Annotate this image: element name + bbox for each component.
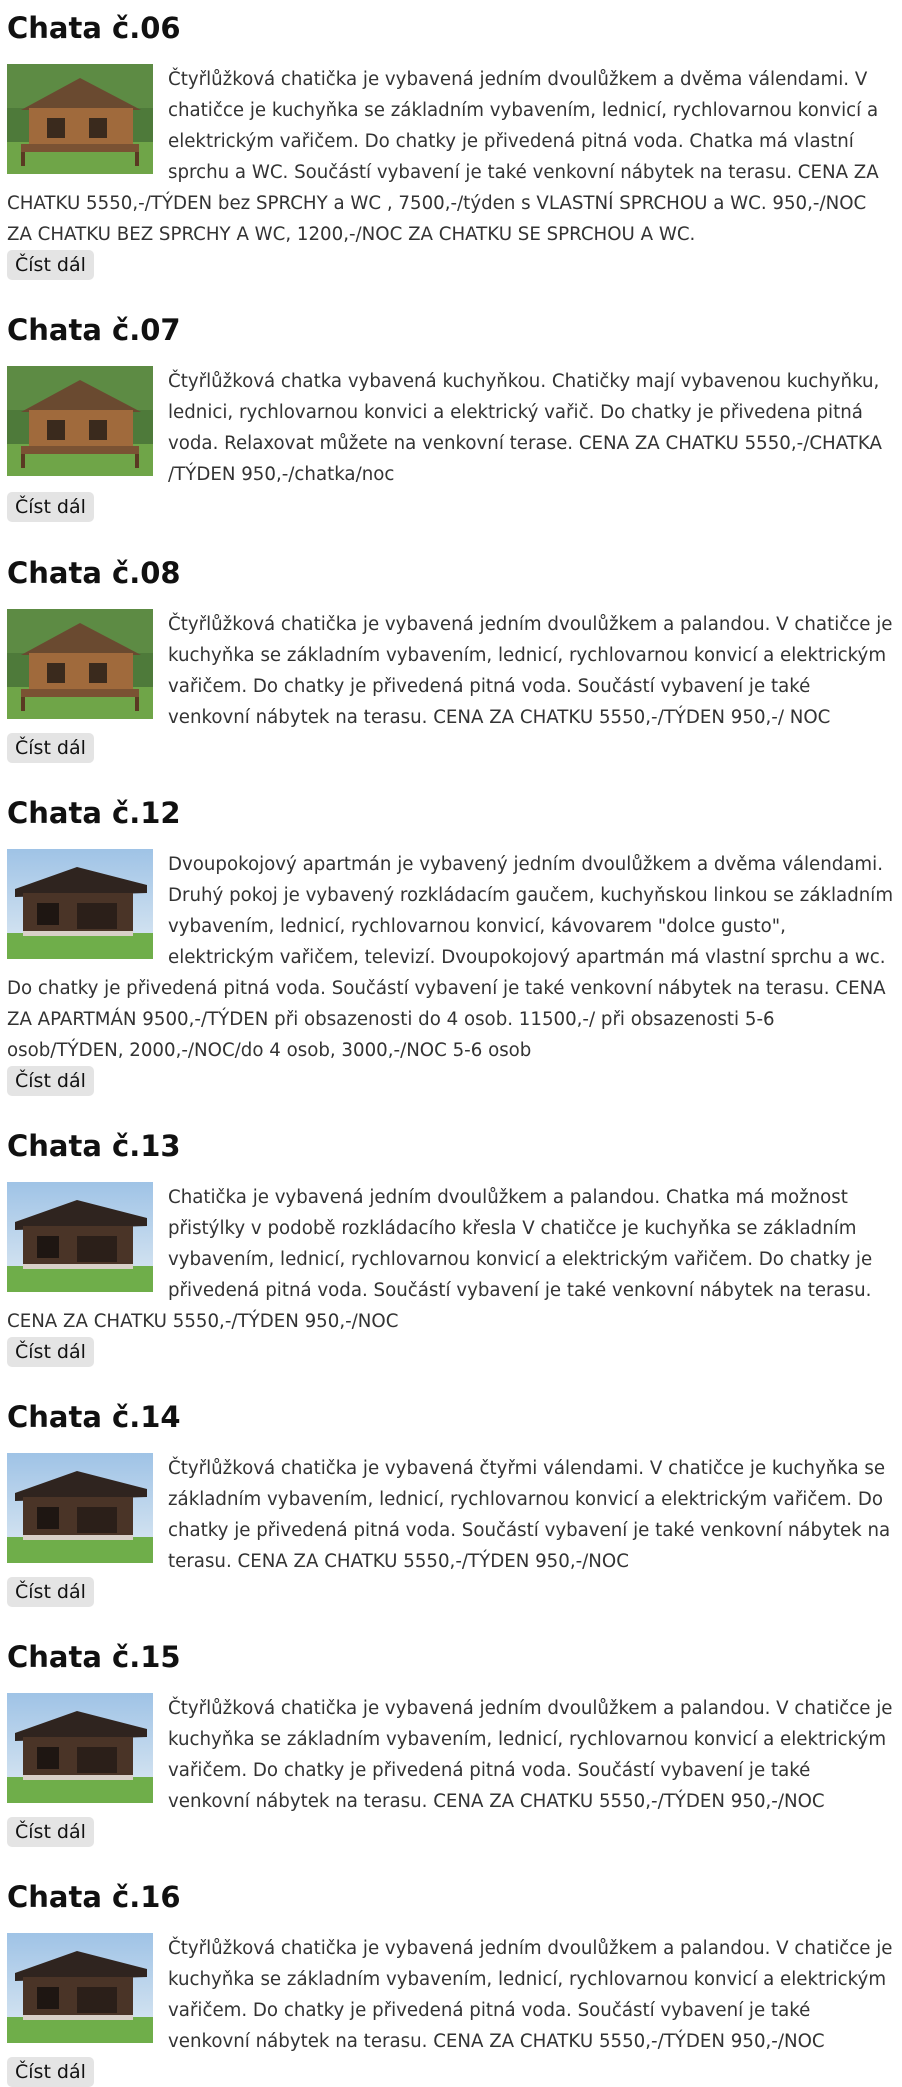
cottage-photo[interactable]	[7, 1933, 153, 2043]
read-more-button[interactable]: Číst dál	[7, 1817, 94, 1847]
cottage-title[interactable]: Chata č.08	[7, 556, 181, 590]
cottage-entry	[7, 1397, 895, 1607]
cottage-description: Chatička je vybavená jedním dvoulůžkem a palandou. Chatka má možnost přistýlky v podobě rozkládacího křesla V chatičce je kuchyňka se základním vybavením, lednicí, rychlovarnou konvicí a elektrickým vařičem. Do chatky je přivedená pitná voda. Součástí vybavení je také venkovní nábytek na terasu. CENA ZA CHATKU 5550,-/TÝDEN 950,-/NOC	[7, 1187, 873, 1332]
read-more-button[interactable]: Číst dál	[7, 733, 94, 763]
cottage-photo[interactable]	[7, 609, 153, 719]
cottage-photo[interactable]	[7, 849, 153, 959]
cottage-photo[interactable]	[7, 1182, 153, 1292]
cottage-entry	[7, 8, 895, 280]
cottage-title[interactable]: Chata č.06	[7, 11, 181, 45]
read-more-button[interactable]: Číst dál	[7, 250, 94, 280]
cottage-entry	[7, 1877, 895, 2087]
cottage-title[interactable]: Chata č.16	[7, 1880, 181, 1914]
cottage-description: Čtyřlůžková chatička je vybavená jedním dvoulůžkem a palandou. V chatičce je kuchyňka se základním vybavením, lednicí, rychlovarnou konvicí a elektrickým vařičem. Do chatky je přivedená pitná voda. Součástí vybavení je také venkovní nábytek na terasu. CENA ZA CHATKU 5550,-/TÝDEN 950,-/NOC	[168, 1698, 893, 1812]
cottage-description: Dvoupokojový apartmán je vybavený jedním dvoulůžkem a dvěma válendami. Druhý pokoj je vybavený rozkládacím gaučem, kuchyňskou linkou se základním vybavením, lednicí, rychlovarnou konvicí, kávovarem "dolce gusto", elektrickým vařičem, televizí. Dvoupokojový apartmán má vlastní sprchu a wc. Do chatky je přivedená pitná voda. Součástí vybavení je také venkovní nábytek na terasu. CENA ZA APARTMÁN 9500,-/TÝDEN při obsazenosti do 4 osob. 11500,-/ při obsazenosti 5-6 osob/TÝDEN, 2000,-/NOC/do 4 osob, 3000,-/NOC 5-6 osob	[7, 854, 894, 1061]
cottage-body	[7, 366, 895, 523]
read-more-button[interactable]: Číst dál	[7, 1066, 94, 1096]
cottage-title[interactable]: Chata č.14	[7, 1400, 181, 1434]
cottage-entry	[7, 310, 895, 523]
cottage-title[interactable]: Chata č.12	[7, 796, 181, 830]
read-more-button[interactable]: Číst dál	[7, 1577, 94, 1607]
cottage-entry	[7, 1126, 895, 1367]
cottage-body	[7, 849, 895, 1066]
cottage-body	[7, 609, 895, 733]
cottage-description: Čtyřlůžková chatka vybavená kuchyňkou. Chatičky mají vybavenou kuchyňku, lednici, rychlovarnou konvici a elektrický vařič. Do chatky je přivedena pitná voda. Relaxovat můžete na venkovní terase. CENA ZA CHATKU 5550,-/CHATKA /TÝDEN 950,-/chatka/noc	[168, 371, 882, 485]
cottage-entry	[7, 1637, 895, 1847]
cottage-photo[interactable]	[7, 64, 153, 174]
cottage-body	[7, 64, 895, 250]
cottage-description: Čtyřlůžková chatička je vybavená čtyřmi válendami. V chatičce je kuchyňka se základním vybavením, lednicí, rychlovarnou konvicí a elektrickým vařičem. Do chatky je přivedená pitná voda. Součástí vybavení je také venkovní nábytek na terasu. CENA ZA CHATKU 5550,-/TÝDEN 950,-/NOC	[168, 1458, 891, 1572]
cottage-photo[interactable]	[7, 1453, 153, 1563]
cottage-title[interactable]: Chata č.13	[7, 1129, 181, 1163]
read-more-button[interactable]: Číst dál	[7, 1337, 94, 1367]
read-more-button[interactable]: Číst dál	[7, 492, 94, 522]
cottage-entry	[7, 553, 895, 763]
cottage-photo[interactable]	[7, 366, 153, 476]
cottage-title[interactable]: Chata č.15	[7, 1640, 181, 1674]
cottage-body	[7, 1693, 895, 1817]
cottage-body	[7, 1453, 895, 1577]
read-more-button[interactable]: Číst dál	[7, 2057, 94, 2087]
cottage-photo[interactable]	[7, 1693, 153, 1803]
cottage-entry	[7, 793, 895, 1096]
cottage-description: Čtyřlůžková chatička je vybavená jedním dvoulůžkem a palandou. V chatičce je kuchyňka se základním vybavením, lednicí, rychlovarnou konvicí a elektrickým vařičem. Do chatky je přivedená pitná voda. Součástí vybavení je také venkovní nábytek na terasu. CENA ZA CHATKU 5550,-/TÝDEN 950,-/NOC	[168, 1938, 893, 2052]
cottage-body	[7, 1182, 895, 1337]
cottage-body	[7, 1933, 895, 2057]
cottage-title[interactable]: Chata č.07	[7, 313, 181, 347]
cottage-description: Čtyřlůžková chatička je vybavená jedním dvoulůžkem a dvěma válendami. V chatičce je kuchyňka se základním vybavením, lednicí, rychlovarnou konvicí a elektrickým vařičem. Do chatky je přivedená pitná voda. Chatka má vlastní sprchu a WC. Součástí vybavení je také venkovní nábytek na terasu. CENA ZA CHATKU 5550,-/TÝDEN bez SPRCHY a WC , 7500,-/týden s VLASTNÍ SPRCHOU a WC. 950,-/NOC ZA CHATKU BEZ SPRCHY A WC, 1200,-/NOC ZA CHATKU SE SPRCHOU A WC.	[7, 69, 879, 245]
cottage-description: Čtyřlůžková chatička je vybavená jedním dvoulůžkem a palandou. V chatičce je kuchyňka se základním vybavením, lednicí, rychlovarnou konvicí a elektrickým vařičem. Do chatky je přivedená pitná voda. Součástí vybavení je také venkovní nábytek na terasu. CENA ZA CHATKU 5550,-/TÝDEN 950,-/ NOC	[168, 614, 893, 728]
